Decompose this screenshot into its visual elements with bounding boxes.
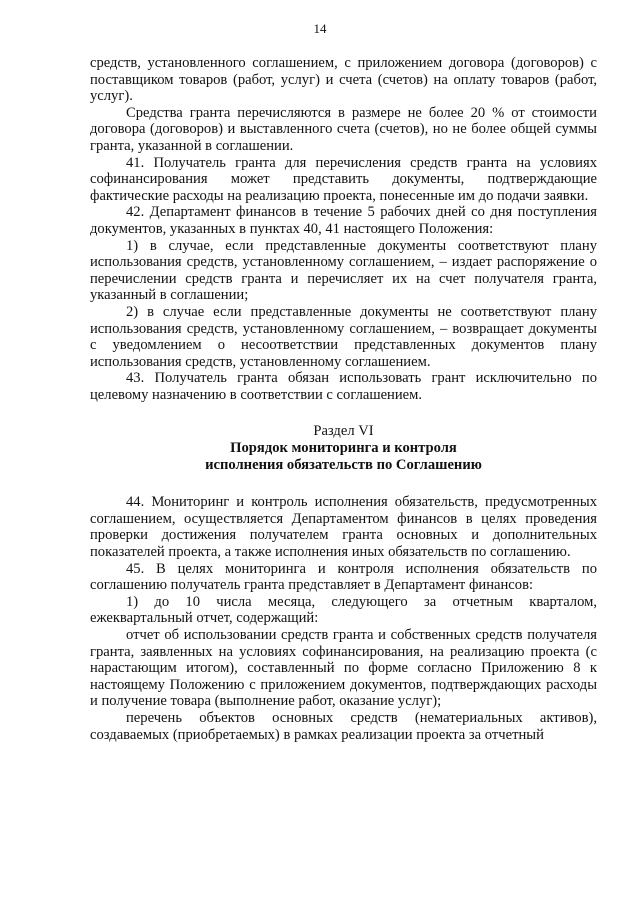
paragraph: 43. Получатель гранта обязан использовать грант исключительно по целевому назначению в соответствии с соглашением. (90, 370, 597, 403)
paragraph: перечень объектов основных средств (нематериальных активов), создаваемых (приобретаемых) в рамках реализации проекта за отчетный (90, 709, 597, 743)
section-label: Раздел VI (313, 423, 374, 440)
paragraphs-before-section (90, 55, 597, 403)
paragraphs-after-section (90, 494, 597, 743)
section-heading (90, 423, 597, 473)
paragraph: 41. Получатель гранта для перечисления средств гранта на условиях софинансирования может представить документы, подтверждающие фактические расходы на реализацию проекта, понесенные им до подачи заявки. (90, 154, 597, 204)
section-title-line-1: Порядок мониторинга и контроля (230, 440, 457, 457)
paragraph: 42. Департамент финансов в течение 5 рабочих дней со дня поступления документов, указанных в пунктах 40, 41 настоящего Положения: (90, 204, 597, 237)
paragraph: 2) в случае если представленные документы не соответствуют плану использования средств, установленному соглашением, – возвращает документы с уведомлением о несоответствии представленных документов плану использования средств, установленному соглашением. (90, 303, 597, 370)
paragraph: 45. В целях мониторинга и контроля исполнения обязательств по соглашению получатель гранта представляет в Департамент финансов: (90, 560, 597, 594)
page-number: 14 (313, 21, 327, 36)
paragraph: 1) в случае, если представленные документы соответствуют плану использования средств, установленному соглашением, – издает распоряжение о перечислении средств гранта и перечисляет их на счет получателя гранта, указанный в соглашении; (90, 237, 597, 304)
paragraph: 44. Мониторинг и контроль исполнения обязательств, предусмотренных соглашением, осуществляется Департаментом финансов в целях проведения проверки достижения получателем гранта основных и дополнительных показателей проекта, а также исполнения иных обязательств по соглашению. (90, 494, 597, 561)
section-title-line-2: исполнения обязательств по Соглашению (205, 456, 482, 473)
paragraph: 1) до 10 числа месяца, следующего за отчетным кварталом, ежеквартальный отчет, содержащий: (90, 593, 597, 627)
paragraph: Средства гранта перечисляются в размере не более 20 % от стоимости договора (договоров) и выставленного счета (счетов), но не более общей суммы гранта, указанной в соглашении. (90, 104, 597, 154)
paragraph: отчет об использовании средств гранта и собственных средств получателя гранта, заявленных на условиях софинансирования, на реализацию проекта (с нарастающим итогом), составленный по форме согласно Приложению 8 к настоящему Положению с приложением документов, подтверждающих расходы и получение товара (выполнение работ, оказание услуг); (90, 627, 597, 710)
document-body (90, 55, 597, 743)
paragraph: средств, установленного соглашением, с приложением договора (договоров) с поставщиком товаров (работ, услуг) и счета (счетов) на оплату товаров (работ, услуг). (90, 55, 597, 105)
